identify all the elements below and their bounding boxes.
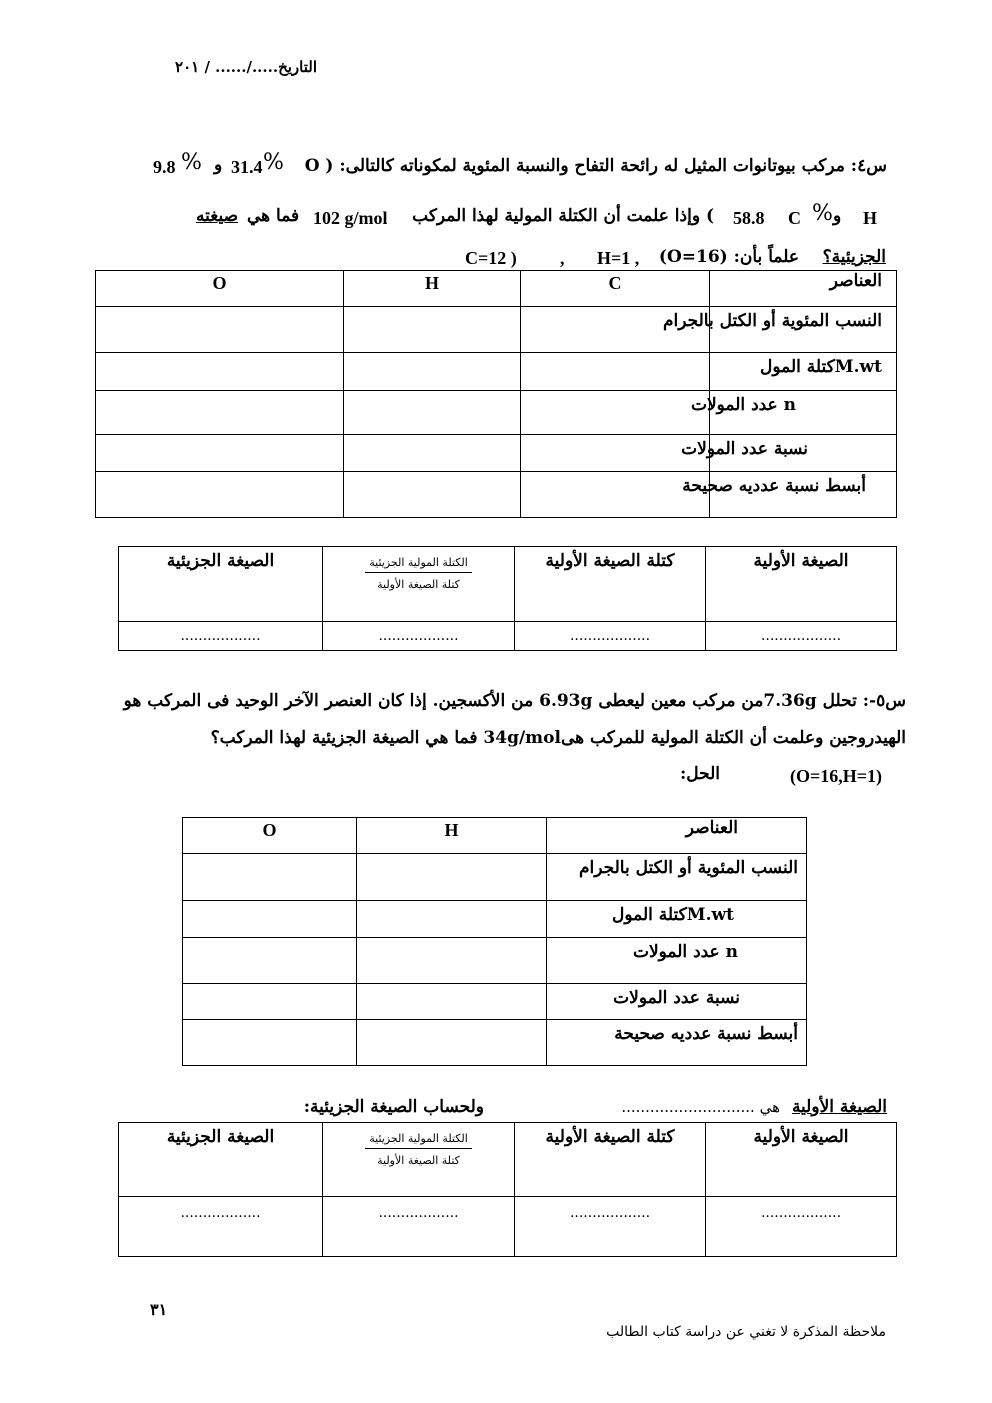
q5-cell-input[interactable] xyxy=(183,1020,357,1066)
q4-cell-input[interactable] xyxy=(96,307,344,353)
q4-row-label: النسب المئوية أو الكتل بالجرام xyxy=(710,307,897,353)
q4-formula-word: صيغته xyxy=(196,206,239,226)
q5-empirical-mass-header: كتلة الصيغة الأولية xyxy=(515,1123,706,1197)
q5-line1: س٥-: تحلل 7.36gمن مركب معين ليعطى 6.93g من الأكسجين. إذا كان العنصر الآخر الوحيد فى المركب هو xyxy=(123,691,906,711)
q5-col-elements: العناصر xyxy=(547,818,807,854)
q4-cell-input[interactable] xyxy=(96,435,344,472)
q4-cell-input[interactable] xyxy=(344,435,521,472)
percent-sign: % xyxy=(181,150,202,175)
q4-line1-text: س٤: مركب بيوتانوات المثيل له رائحة التفاح والنسبة المئوية لمكوناته كالتالى: ( O xyxy=(304,156,887,176)
q4-cell-input[interactable] xyxy=(344,353,521,391)
percent-sign: % xyxy=(263,150,284,175)
q4-elements-table xyxy=(95,270,897,518)
q4-formula-table xyxy=(118,546,897,651)
q5-formula-table xyxy=(118,1122,897,1257)
q5-cell-input[interactable] xyxy=(357,938,547,984)
q4-col-c: C xyxy=(521,271,710,307)
q5-line2: الهيدروجين وعلمت أن الكتلة المولية للمركب هى34g/mol فما هي الصيغة الجزيئية لهذا المركب؟ xyxy=(210,728,906,748)
q5-blank[interactable]: .................. xyxy=(119,1197,323,1257)
q5-row-label: نسبة عدد المولات xyxy=(547,984,807,1020)
ratio-denominator: كتلة الصيغة الأولية xyxy=(377,578,460,591)
q5-blank[interactable]: .................. xyxy=(706,1197,897,1257)
q4-and2: و xyxy=(833,206,842,226)
q5-blank[interactable]: .................. xyxy=(323,1197,515,1257)
page-number: ٣١ xyxy=(150,1300,168,1319)
q4-cell-input[interactable] xyxy=(521,472,710,518)
percent-sign: % xyxy=(812,201,833,226)
q5-cell-input[interactable] xyxy=(183,901,357,938)
q5-cell-input[interactable] xyxy=(357,854,547,901)
q4-col-h: H xyxy=(344,271,521,307)
q5-row-label: M.wtكتلة المول xyxy=(547,901,807,938)
q5-solution-label: الحل: xyxy=(679,764,720,784)
q4-blank[interactable]: .................. xyxy=(515,622,706,651)
q4-and: و xyxy=(214,155,223,175)
q4-blank[interactable]: .................. xyxy=(323,622,515,651)
q5-given: (O=16,H=1) xyxy=(790,766,883,786)
q4-empirical-header: الصيغة الأولية xyxy=(706,547,897,622)
q4-o-percent: 31.4 xyxy=(231,157,263,177)
q5-cell-input[interactable] xyxy=(357,901,547,938)
q4-row-label: M.wtكتلة المول xyxy=(710,353,897,391)
q4-row-label: نسبة عدد المولات xyxy=(710,435,897,472)
ratio-numerator: الكتلة المولية الجزيئية xyxy=(365,1133,472,1149)
date-label: التاريخ...../...... / ٢٠١ xyxy=(175,58,317,76)
q5-cell-input[interactable] xyxy=(357,984,547,1020)
q4-molar-mass: 102 g/mol xyxy=(313,208,388,228)
q5-ratio-cell xyxy=(323,1123,515,1197)
q4-c-percent: 58.8 xyxy=(733,208,765,228)
q5-empirical-blank[interactable]: هي ............................ xyxy=(621,1098,780,1116)
q5-cell-input[interactable] xyxy=(183,854,357,901)
q4-molecular-header: الصيغة الجزيئية xyxy=(119,547,323,622)
q5-cell-input[interactable] xyxy=(183,938,357,984)
q5-row-label: أبسط نسبة عدديه صحيحة xyxy=(547,1020,807,1066)
q5-empirical-header: الصيغة الأولية xyxy=(706,1123,897,1197)
q4-molecular-word: الجزيئية؟ xyxy=(822,247,886,267)
q4-what-is: فما هي xyxy=(247,206,300,226)
q5-col-o: O xyxy=(183,818,357,854)
q4-cell-input[interactable] xyxy=(344,472,521,518)
q4-col-elements: العناصر xyxy=(710,271,897,307)
q4-cell-input[interactable] xyxy=(96,391,344,435)
q5-calc-molecular: ولحساب الصيغة الجزيئية: xyxy=(303,1097,484,1117)
q4-blank[interactable]: .................. xyxy=(706,622,897,651)
q4-cell-input[interactable] xyxy=(96,472,344,518)
ratio-numerator: الكتلة المولية الجزيئية xyxy=(365,557,472,573)
footer-note: ملاحظة المذكرة لا تغني عن دراسة كتاب الطالب xyxy=(606,1324,886,1340)
q4-given-comma: , xyxy=(560,248,565,268)
q4-cell-input[interactable] xyxy=(521,391,710,435)
q4-cell-input[interactable] xyxy=(344,391,521,435)
q4-cell-input[interactable] xyxy=(96,353,344,391)
q4-h-percent: 9.8 xyxy=(153,157,176,177)
q4-empirical-mass-header: كتلة الصيغة الأولية xyxy=(515,547,706,622)
q5-row-label: n عدد المولات xyxy=(547,938,807,984)
q5-blank[interactable]: .................. xyxy=(515,1197,706,1257)
q5-cell-input[interactable] xyxy=(183,984,357,1020)
q5-elements-table xyxy=(182,817,807,1066)
q5-molecular-header: الصيغة الجزيئية xyxy=(119,1123,323,1197)
q5-row-label: النسب المئوية أو الكتل بالجرام xyxy=(547,854,807,901)
q5-empirical-label: الصيغة الأولية xyxy=(791,1097,887,1117)
q5-col-h: H xyxy=(357,818,547,854)
q4-given: علماً بأن: (O=16) xyxy=(658,247,799,267)
q4-cell-input[interactable] xyxy=(521,353,710,391)
q4-cell-input[interactable] xyxy=(344,307,521,353)
q4-row-label: أبسط نسبة عدديه صحيحة xyxy=(710,472,897,518)
q4-col-o: O xyxy=(96,271,344,307)
q4-c-symbol: C xyxy=(788,208,801,228)
q4-ratio-cell xyxy=(323,547,515,622)
q4-h-symbol: H xyxy=(863,208,878,228)
ratio-denominator: كتلة الصيغة الأولية xyxy=(377,1154,460,1167)
q5-cell-input[interactable] xyxy=(357,1020,547,1066)
q4-blank[interactable]: .................. xyxy=(119,622,323,651)
q4-given-h: H=1 , xyxy=(597,248,640,268)
q4-given-c: C=12 ) xyxy=(465,248,517,268)
q4-row-label: n عدد المولات xyxy=(710,391,897,435)
q4-line2-text: ) وإذا علمت أن الكتلة المولية لهذا المركب xyxy=(412,206,714,226)
